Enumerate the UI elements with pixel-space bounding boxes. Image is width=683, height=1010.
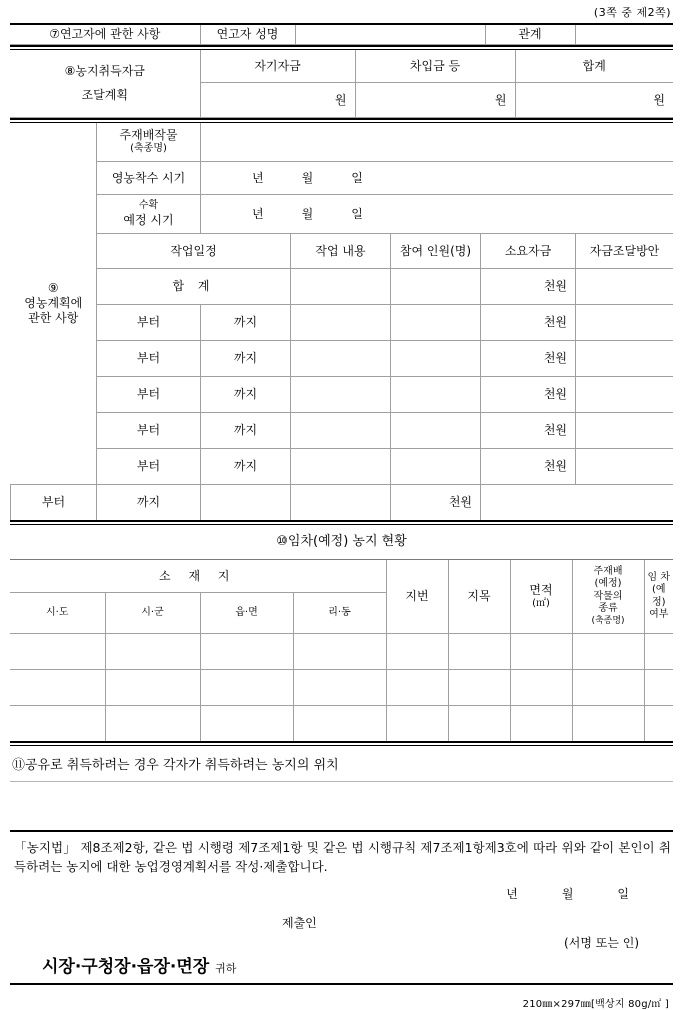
table-row — [10, 670, 673, 706]
table-row — [11, 162, 674, 195]
section10-header-area — [510, 560, 572, 634]
declaration-year: 년 — [506, 886, 518, 901]
cheonwon-unit: 천원 — [543, 423, 567, 437]
lease-label-line2: (예정) 여부 — [649, 584, 669, 620]
section10-cell-ridong[interactable] — [293, 706, 386, 742]
section9-header-work: 작업 내용 — [291, 234, 391, 269]
table-row — [11, 449, 674, 485]
page-indicator: (3쪽 중 제2쪽) — [593, 6, 671, 19]
total-label-text: 합 계 — [172, 279, 215, 293]
section9-people-2[interactable] — [391, 341, 481, 377]
declaration-month: 월 — [561, 886, 574, 901]
crop-label-line3: 작물의 — [593, 590, 623, 602]
crop-label-line1: 주재배 — [593, 565, 623, 577]
section9-title-line3: 관한 사항 — [28, 311, 79, 325]
section9-harvest-date[interactable] — [201, 195, 674, 234]
section10-cell-sido[interactable] — [10, 634, 105, 670]
section10-cell-crop[interactable] — [572, 670, 644, 706]
section9-plan-4[interactable] — [576, 413, 674, 449]
section9-plan-2[interactable] — [576, 341, 674, 377]
section10-cell-crop[interactable] — [572, 634, 644, 670]
section9-total-people[interactable] — [391, 269, 481, 305]
section9-people-5[interactable] — [391, 449, 481, 485]
authority-line — [10, 950, 673, 983]
table-row — [11, 377, 674, 413]
section9-fund-5[interactable] — [481, 449, 576, 485]
section9-start-date[interactable] — [201, 162, 674, 195]
declaration-day: 일 — [617, 886, 629, 901]
section9-work-6[interactable] — [201, 485, 291, 521]
section10-header-jibeon: 지번 — [386, 560, 448, 634]
location-group-text: 소 재 지 — [159, 568, 237, 583]
table-row — [11, 485, 674, 521]
harvest-label-line1: 수확 — [138, 200, 159, 212]
section9-title-line1: ⑨ — [47, 281, 59, 295]
section10-table — [10, 525, 673, 741]
crop-label-line4: 종류 — [598, 603, 618, 615]
section10-cell-eupmyeon[interactable] — [200, 634, 293, 670]
section11-body[interactable] — [10, 781, 673, 830]
section8-title-line2: 조달계획 — [81, 88, 128, 102]
section9-people-4[interactable] — [391, 413, 481, 449]
section10-header-crop — [572, 560, 644, 634]
section9-from-5[interactable]: 부터 — [97, 449, 201, 485]
section10-subheader-sigun: 시·군 — [105, 593, 200, 634]
crop-label-line2: (예정) — [594, 578, 622, 590]
table-row — [11, 269, 674, 305]
cheonwon-unit: 천원 — [543, 459, 567, 473]
table-row — [10, 50, 673, 83]
section9-work-3[interactable] — [291, 377, 391, 413]
section10-cell-jibeon[interactable] — [386, 706, 448, 742]
section8-value-total[interactable] — [515, 83, 673, 118]
section9-title — [11, 123, 97, 485]
date-unit-year: 년 — [252, 206, 264, 221]
declaration-date — [10, 879, 673, 904]
section7-name-value[interactable] — [295, 25, 485, 45]
section10-subheader-eupmyeon: 읍·면 — [200, 593, 293, 634]
section9-fund-2[interactable] — [481, 341, 576, 377]
section9-work-1[interactable] — [291, 305, 391, 341]
section9-main-crop-value[interactable] — [201, 123, 674, 162]
harvest-label-line2: 예정 시기 — [123, 212, 174, 227]
section9-main-crop-label — [97, 123, 201, 162]
section11 — [10, 746, 673, 830]
section10-location-group-label — [10, 560, 386, 593]
crop-label-line5: (축종명) — [591, 615, 625, 626]
cheonwon-unit: 천원 — [543, 315, 567, 329]
date-unit-day: 일 — [351, 170, 363, 185]
lease-label-line1: 임 차 — [647, 571, 670, 583]
section10-title: ⑩임차(예정) 농지 현황 — [10, 525, 673, 560]
section10-header-lease — [644, 560, 673, 634]
section9-to-2[interactable]: 까지 — [201, 341, 291, 377]
section9-work-5[interactable] — [291, 449, 391, 485]
section9-fund-3[interactable] — [481, 377, 576, 413]
section9-from-1[interactable]: 부터 — [97, 305, 201, 341]
section9-total-work[interactable] — [291, 269, 391, 305]
table-row — [10, 25, 673, 45]
section10-subheader-ridong: 리·동 — [293, 593, 386, 634]
section8-col-total: 합계 — [515, 50, 673, 83]
section9-fund-6[interactable] — [391, 485, 481, 521]
section10-cell-eupmyeon[interactable] — [200, 670, 293, 706]
section9-to-3[interactable]: 까지 — [201, 377, 291, 413]
won-unit: 원 — [494, 92, 507, 107]
section9-start-label: 영농착수 시기 — [97, 162, 201, 195]
won-unit: 원 — [653, 92, 665, 107]
section10-cell-jimok[interactable] — [448, 706, 510, 742]
section10-cell-jimok[interactable] — [448, 634, 510, 670]
table-row — [11, 341, 674, 377]
paper-spec: 210㎜×297㎜[백상지 80g/㎡ ] — [522, 998, 669, 1010]
table-row — [10, 634, 673, 670]
section10-cell-sido[interactable] — [10, 706, 105, 742]
section10-cell-sigun[interactable] — [105, 634, 200, 670]
section9-header-plan: 자금조달방안 — [576, 234, 674, 269]
section9-header-people: 참여 인원(명) — [391, 234, 481, 269]
section10-cell-sido[interactable] — [10, 670, 105, 706]
section9-plan-3[interactable] — [576, 377, 674, 413]
main-crop-label-line2: (축종명) — [130, 143, 167, 155]
section7-table — [10, 25, 673, 45]
main-crop-label-line1: 주재배작물 — [119, 128, 178, 143]
section9-header-fund: 소요자금 — [481, 234, 576, 269]
section9-from-2[interactable]: 부터 — [97, 341, 201, 377]
section10-cell-lease[interactable] — [644, 670, 673, 706]
section11-title: ⑪공유로 취득하려는 경우 각자가 취득하려는 농지의 위치 — [12, 758, 339, 773]
date-unit-day: 일 — [351, 206, 363, 221]
section9-plan-5[interactable] — [576, 449, 674, 485]
section10-cell-jibeon[interactable] — [386, 634, 448, 670]
section10-cell-sigun[interactable] — [105, 706, 200, 742]
section10-cell-eupmyeon[interactable] — [200, 706, 293, 742]
won-unit: 원 — [334, 92, 347, 107]
signature-label: (서명 또는 인) — [564, 935, 639, 950]
section7-name-label: 연고자 성명 — [200, 25, 295, 45]
section8-value-own[interactable] — [200, 83, 355, 118]
declaration-text: 「농지법」 제8조제2항, 같은 법 시행령 제7조제1항 및 같은 법 시행규칙 제7조제1항제3호에 따라 위와 같이 본인이 취득하려는 농지에 대한 농업경영계획서를 작성·제출합니다. — [14, 840, 671, 875]
table-row — [11, 123, 674, 162]
section9-fund-1[interactable] — [481, 305, 576, 341]
section9-people-1[interactable] — [391, 305, 481, 341]
section10-header-jimok: 지목 — [448, 560, 510, 634]
section10-cell-area[interactable] — [510, 706, 572, 742]
section7-relation-value[interactable] — [575, 25, 673, 45]
section9-to-1[interactable]: 까지 — [201, 305, 291, 341]
section9-fund-4[interactable] — [481, 413, 576, 449]
section10-cell-crop[interactable] — [572, 706, 644, 742]
section10-cell-lease[interactable] — [644, 634, 673, 670]
table-row — [11, 305, 674, 341]
table-row — [11, 413, 674, 449]
section10-cell-area[interactable] — [510, 670, 572, 706]
date-unit-year: 년 — [252, 170, 264, 185]
section10-cell-jibeon[interactable] — [386, 670, 448, 706]
table-row — [10, 706, 673, 742]
section10-cell-sigun[interactable] — [105, 670, 200, 706]
section10-cell-lease[interactable] — [644, 706, 673, 742]
section9-work-4[interactable] — [291, 413, 391, 449]
section7-relation-label: 관계 — [485, 25, 575, 45]
section9-to-6[interactable]: 까지 — [97, 485, 201, 521]
authority-suffix: 귀하 — [215, 961, 237, 975]
table-row — [11, 234, 674, 269]
section8-col-loan: 차입금 등 — [355, 50, 515, 83]
area-label-line2: (㎡) — [532, 597, 550, 609]
section9-from-6[interactable]: 부터 — [11, 485, 97, 521]
section9-to-5[interactable]: 까지 — [201, 449, 291, 485]
section9-total-label — [97, 269, 291, 305]
section10-cell-jimok[interactable] — [448, 670, 510, 706]
section9-header-schedule: 작업일정 — [97, 234, 291, 269]
section8-value-loan[interactable] — [355, 83, 515, 118]
section10-cell-ridong[interactable] — [293, 634, 386, 670]
cheonwon-unit: 천원 — [543, 387, 567, 401]
section10-cell-ridong[interactable] — [293, 670, 386, 706]
section9-title-line2: 영농계획에 — [24, 296, 83, 310]
section9-plan-1[interactable] — [576, 305, 674, 341]
section9-people-6[interactable] — [291, 485, 391, 521]
section9-from-3[interactable]: 부터 — [97, 377, 201, 413]
section10-cell-area[interactable] — [510, 634, 572, 670]
section8-col-own: 자기자금 — [200, 50, 355, 83]
date-unit-month: 월 — [301, 170, 314, 185]
submitter-row — [10, 904, 673, 950]
section8-title — [10, 50, 200, 118]
cheonwon-unit: 천원 — [543, 279, 567, 293]
section7-title: ⑦연고자에 관한 사항 — [10, 25, 200, 45]
cheonwon-unit: 천원 — [543, 351, 567, 365]
section8-title-line1: ⑧농지취득자금 — [64, 64, 145, 78]
section9-to-4[interactable]: 까지 — [201, 413, 291, 449]
section9-total-plan[interactable] — [576, 269, 674, 305]
section8-table — [10, 50, 673, 118]
section9-table — [10, 123, 673, 520]
cheonwon-unit: 천원 — [448, 495, 472, 509]
date-unit-month: 월 — [301, 206, 314, 221]
table-row — [10, 525, 673, 560]
section9-plan-6[interactable] — [481, 485, 576, 521]
authority-title: 시장·구청장·읍장·면장 — [42, 956, 210, 977]
area-label-line1: 면적 — [529, 582, 553, 597]
table-row — [10, 560, 673, 593]
section9-work-2[interactable] — [291, 341, 391, 377]
submitter-label: 제출인 — [282, 915, 317, 930]
section9-from-4[interactable]: 부터 — [97, 413, 201, 449]
section9-total-fund[interactable] — [481, 269, 576, 305]
table-row — [11, 195, 674, 234]
section9-harvest-label — [97, 195, 201, 234]
section9-people-3[interactable] — [391, 377, 481, 413]
section10-subheader-sido: 시·도 — [10, 593, 105, 634]
